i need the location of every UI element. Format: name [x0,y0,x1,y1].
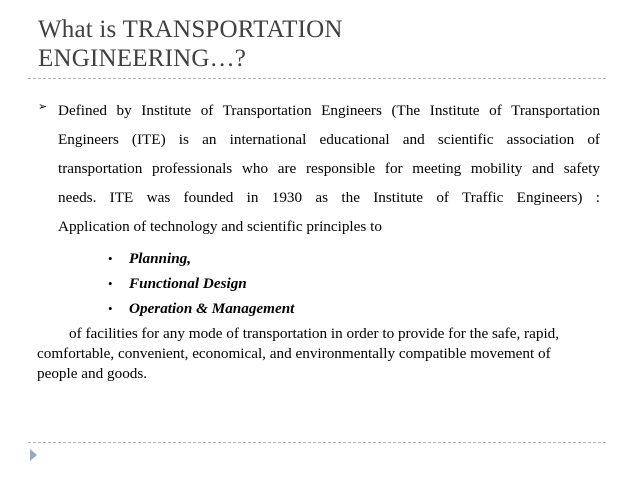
list-item [108,296,294,321]
list-item [108,271,294,296]
bullet-dot-icon: • [108,251,113,266]
paragraph-line: Application of technology and scientific principles to [58,218,382,235]
list-item-text: Planning, [129,250,192,267]
paragraph-line: Engineers (ITE) is an international educational and scientific association of [58,131,600,148]
slide-title-line-1: What is TRANSPORTATION [38,16,343,43]
closing-line: comfortable, convenient, economical, and environmentally compatible movement of [37,345,551,362]
closing-line: of facilities for any mode of transportation in order to provide for the safe, rapid, [69,325,560,342]
closing-line: people and goods. [37,365,148,382]
definition-paragraph [58,96,600,241]
list-item [108,246,294,271]
bottom-divider [28,442,606,443]
arrow-bullet-icon: ➢ [38,101,48,113]
slide-title [38,15,598,73]
slide-title-line-2: ENGINEERING…? [38,45,247,72]
paragraph-line: Defined by Institute of Transportation Engineers (The Institute of Transportation [58,102,600,119]
bullet-dot-icon: • [108,276,113,291]
activity-list [108,246,294,321]
list-item-text: Functional Design [129,275,247,292]
paragraph-line: needs. ITE was founded in 1930 as the Institute of Traffic Engineers) : [58,189,600,206]
paragraph-line: transportation professionals who are responsible for meeting mobility and safety [58,160,600,177]
top-divider [28,78,606,79]
bullet-dot-icon: • [108,301,113,316]
closing-paragraph [37,324,597,384]
corner-triangle-icon [30,449,37,461]
list-item-text: Operation & Management [129,300,295,317]
